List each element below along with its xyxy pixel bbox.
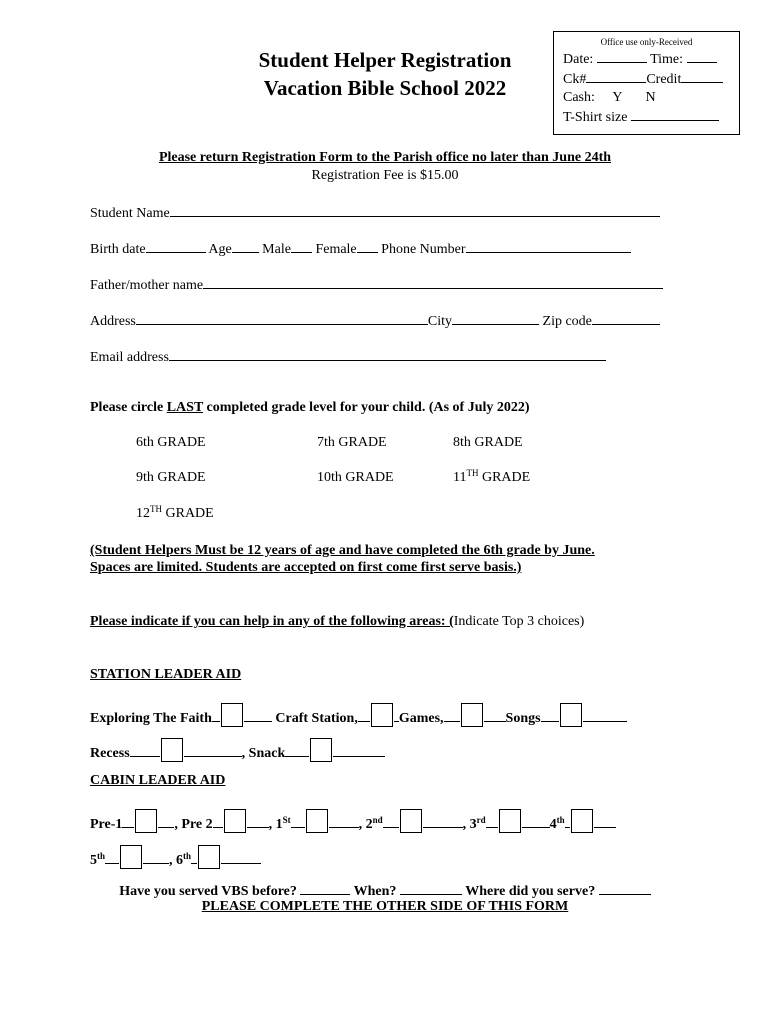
station-row-1 <box>90 703 627 727</box>
grade-option-12[interactable] <box>136 506 214 522</box>
birth-date-label: Birth date <box>90 242 146 257</box>
city-label: City <box>427 314 453 329</box>
station-leader-heading: STATION LEADER AID <box>90 667 242 682</box>
grade-prompt-last: LAST <box>166 400 204 415</box>
grade-11-suffix: TH <box>466 468 479 478</box>
form-title-line2: Vacation Bible School 2022 <box>263 76 507 100</box>
areas-prompt <box>90 614 584 630</box>
email-label: Email address <box>90 350 169 365</box>
grade2-label: , 2 <box>358 817 373 832</box>
student-name-row <box>90 203 660 222</box>
parent-name-row <box>90 275 663 294</box>
grade6-label: , 6 <box>169 853 184 868</box>
office-check-credit-row <box>554 69 739 89</box>
female-field[interactable] <box>357 239 378 253</box>
pre2-label: , Pre 2 <box>174 817 213 832</box>
songs-checkbox[interactable] <box>560 703 582 727</box>
male-label: Male <box>262 242 291 257</box>
grade-option-11[interactable] <box>453 470 530 486</box>
grade-option-10[interactable]: 10th GRADE <box>317 470 394 485</box>
grade-option-6[interactable]: 6th GRADE <box>136 435 206 450</box>
student-name-label: Student Name <box>90 206 170 221</box>
notice-line2: Spaces are limited. Students are accepted on first come first serve basis.) <box>90 560 522 575</box>
office-tshirt-row <box>554 107 739 127</box>
email-field[interactable] <box>169 347 606 361</box>
grade6-suffix: th <box>183 851 192 861</box>
where-label: Where did you serve? <box>465 884 596 899</box>
age-label: Age <box>208 242 232 257</box>
grade2-suffix: nd <box>372 815 383 825</box>
zip-label: Zip code <box>542 314 592 329</box>
return-instructions: Please return Registration Form to the Parish office no later than June 24th <box>158 150 612 165</box>
office-use-heading: Office use only-Received <box>600 37 693 47</box>
phone-label: Phone Number <box>381 242 466 257</box>
grade-prompt-rest: completed grade level for your child. (As of July 2022) <box>203 400 530 415</box>
exploring-faith-label: Exploring The Faith <box>90 711 212 726</box>
office-cash-yes[interactable]: Y <box>612 90 622 105</box>
student-name-field[interactable] <box>170 203 660 217</box>
office-credit-label: Credit <box>646 72 682 87</box>
office-time-field[interactable] <box>687 49 717 63</box>
served-field[interactable] <box>300 881 350 895</box>
notice-line1: (Student Helpers Must be 12 years of age and have completed the 6th grade by June. <box>90 543 595 558</box>
grade4-label: 4 <box>549 817 557 832</box>
areas-prompt-note: Indicate Top 3 choices) <box>453 614 585 629</box>
grade-12-suffix: TH <box>150 504 162 514</box>
grade6-checkbox[interactable] <box>198 845 220 869</box>
office-date-label: Date: <box>563 52 594 67</box>
recess-label: Recess <box>90 746 130 761</box>
snack-checkbox[interactable] <box>310 738 332 762</box>
grade-option-7[interactable]: 7th GRADE <box>317 435 387 450</box>
served-question-row <box>0 881 770 900</box>
age-field[interactable] <box>232 239 259 253</box>
when-label: When? <box>353 884 397 899</box>
grade3-suffix: rd <box>476 815 486 825</box>
phone-field[interactable] <box>466 239 631 253</box>
songs-label: Songs <box>505 711 541 726</box>
grade-prompt <box>90 400 530 416</box>
office-cash-no[interactable]: N <box>645 90 656 105</box>
address-label: Address <box>90 314 136 329</box>
female-label: Female <box>315 242 357 257</box>
office-tshirt-label: T-Shirt size <box>563 110 628 125</box>
where-field[interactable] <box>599 881 651 895</box>
office-credit-field[interactable] <box>681 69 723 83</box>
grade4-suffix: th <box>556 815 565 825</box>
office-date-time-row <box>554 49 739 69</box>
pre1-checkbox[interactable] <box>135 809 157 833</box>
areas-prompt-text: Please indicate if you can help in any of the following areas: ( <box>90 614 454 629</box>
cabin-leader-heading: CABIN LEADER AID <box>90 773 226 788</box>
snack-label: , Snack <box>241 746 286 761</box>
male-field[interactable] <box>291 239 312 253</box>
grade-12-word: GRADE <box>162 506 214 521</box>
birth-date-field[interactable] <box>146 239 206 253</box>
craft-station-checkbox[interactable] <box>371 703 393 727</box>
office-ck-field[interactable] <box>586 69 646 83</box>
station-row-2 <box>90 738 385 762</box>
games-checkbox[interactable] <box>461 703 483 727</box>
grade-prompt-text: Please circle <box>90 400 167 415</box>
grade-option-9[interactable]: 9th GRADE <box>136 470 206 485</box>
address-row <box>90 311 660 330</box>
grade3-checkbox[interactable] <box>499 809 521 833</box>
office-tshirt-field[interactable] <box>631 107 719 121</box>
office-use-box <box>553 31 740 135</box>
recess-checkbox[interactable] <box>161 738 183 762</box>
grade1-checkbox[interactable] <box>306 809 328 833</box>
complete-other-side: PLEASE COMPLETE THE OTHER SIDE OF THIS FORM <box>201 899 569 914</box>
games-label: Games, <box>398 711 444 726</box>
grade-option-8[interactable]: 8th GRADE <box>453 435 523 450</box>
grade5-label: 5 <box>90 853 97 868</box>
birth-info-row <box>90 239 631 258</box>
grade5-suffix: th <box>97 851 106 861</box>
office-cash-row <box>554 89 739 107</box>
grade1-suffix: St <box>282 815 291 825</box>
exploring-faith-checkbox[interactable] <box>221 703 243 727</box>
cabin-row-1 <box>90 809 616 833</box>
form-title-line1: Student Helper Registration <box>258 48 512 72</box>
email-row <box>90 347 606 366</box>
parent-name-label: Father/mother name <box>90 278 204 293</box>
grade-11-number: 11 <box>453 470 467 485</box>
served-label: Have you served VBS before? <box>119 884 297 899</box>
grade4-checkbox[interactable] <box>571 809 593 833</box>
grade1-label: , 1 <box>268 817 283 832</box>
office-time-label: Time: <box>650 52 684 67</box>
grade-11-word: GRADE <box>478 470 531 485</box>
registration-fee: Registration Fee is $15.00 <box>311 168 459 183</box>
city-field[interactable] <box>452 311 539 325</box>
office-date-field[interactable] <box>597 49 647 63</box>
office-ck-label: Ck# <box>563 72 587 87</box>
pre2-checkbox[interactable] <box>224 809 246 833</box>
grade-12-number: 12 <box>136 506 150 521</box>
cabin-row-2 <box>90 845 261 869</box>
address-field[interactable] <box>136 311 428 325</box>
parent-name-field[interactable] <box>203 275 663 289</box>
pre1-label: Pre-1 <box>90 817 123 832</box>
office-cash-label: Cash: <box>563 90 595 105</box>
craft-station-label: Craft Station, <box>271 711 358 726</box>
grade5-checkbox[interactable] <box>120 845 142 869</box>
grade3-label: , 3 <box>462 817 477 832</box>
when-field[interactable] <box>400 881 462 895</box>
grade2-checkbox[interactable] <box>400 809 422 833</box>
zip-field[interactable] <box>592 311 660 325</box>
